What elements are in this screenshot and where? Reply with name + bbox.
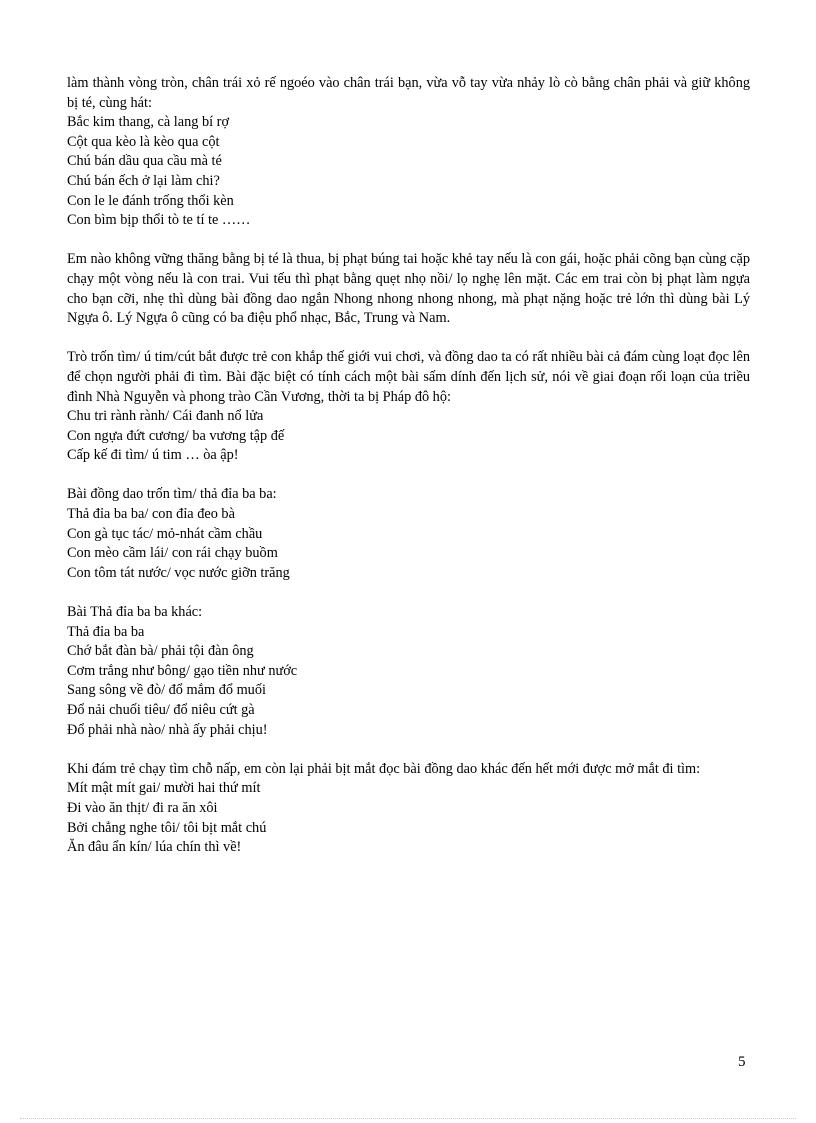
- verse-line: Thả đỉa ba ba: [67, 623, 145, 640]
- verse-line: Cơm trắng như bông/ gạo tiền như nước: [67, 662, 298, 679]
- verse-line: Chú bán dầu qua cầu mà té: [67, 153, 222, 170]
- page-bottom-rule: [20, 1118, 796, 1119]
- paragraph-gap: [67, 329, 750, 349]
- block-tha-dia-ba-ba-khac: [67, 603, 750, 740]
- verse-line: Bởi chẳng nghe tôi/ tôi bịt mắt chú: [67, 819, 267, 836]
- paragraph-gap: [67, 231, 750, 251]
- verse-line: Con tôm tát nước/ vọc nước giỡn trăng: [67, 564, 290, 581]
- block-tha-dia-ba-ba: [67, 485, 750, 583]
- verse-line: Đổ nải chuối tiêu/ đổ niêu cứt gà: [67, 702, 255, 718]
- verse-line: Con mèo cầm lái/ con rái chạy buồm: [67, 545, 278, 562]
- paragraph: Khi đám trẻ chạy tìm chỗ nấp, em còn lại phải bịt mắt đọc bài đồng dao khác đến hết mới được mở mắt đi tìm:: [67, 760, 701, 777]
- paragraph: làm thành vòng tròn, chân trái xỏ rế ngoéo vào chân trái bạn, vừa vỗ tay vừa nhảy lò cò bằng chân phải và giữ không bị té, cùng hát:: [67, 75, 750, 111]
- verse-line: Bài đồng dao trốn tìm/ thả đỉa ba ba:: [67, 486, 277, 503]
- paragraph: Trò trốn tìm/ ú tim/cút bắt được trẻ con khắp thế giới vui chơi, và đồng dao ta có rất nhiều bài cả đám cùng loạt đọc lên để chọn người phải đi tìm. Bài đặc biệt có tính cách một bài sấm dính đến lịch sử, nói về giai đoạn rối loạn của triều đình Nhà Nguyễn và phong trào Cần Vương, thời ta bị Pháp đô hộ:: [67, 349, 750, 405]
- verse-line: Con le le đánh trống thổi kèn: [67, 192, 234, 209]
- paragraph: Em nào không vững thăng bằng bị té là thua, bị phạt búng tai hoặc khẻ tay nếu là con gái, hoặc phải cõng bạn cùng cặp chạy một vòng nếu là con trai. Vui tếu thì phạt bằng quẹt nhọ nồi/ lọ nghẹ lên mặt. Các em trai còn bị phạt làm ngựa cho bạn cỡi, nhẹ thì dùng bài đồng dao ngắn Nhong nhong nhong nhong, mà phạt nặng hoặc trẻ lớn thì dùng bài Lý Ngựa ô. Lý Ngựa ô cũng có ba điệu phổ nhạc, Bắc, Trung và Nam.: [67, 251, 750, 327]
- block-mit-mat: [67, 760, 750, 858]
- verse-line: Ăn đâu ẩn kín/ lúa chín thì về!: [67, 839, 242, 856]
- page-body: [67, 74, 750, 858]
- paragraph-gap: [67, 740, 750, 760]
- verse-line: Chu tri rành rành/ Cái đanh nổ lửa: [67, 408, 264, 425]
- verse-line: Đổ phải nhà nào/ nhà ấy phải chịu!: [67, 721, 268, 738]
- verse-line: Con ngựa đứt cương/ ba vương tập đế: [67, 427, 285, 444]
- block-penalty: [67, 250, 750, 328]
- verse-line: Sang sông về đò/ đổ mắm đổ muối: [67, 682, 266, 699]
- verse-line: Bài Thả đỉa ba ba khác:: [67, 604, 203, 621]
- verse-line: Mít mật mít gai/ mười hai thứ mít: [67, 780, 261, 797]
- page-number: 5: [738, 1054, 746, 1070]
- verse-line: Con bìm bịp thổi tò te tí te ……: [67, 212, 251, 229]
- verse-line: Cấp kế đi tìm/ ú tim … òa ập!: [67, 447, 239, 464]
- block-tron-tim: [67, 348, 750, 466]
- verse-line: Con gà tục tác/ mỏ-nhát cầm chầu: [67, 525, 263, 542]
- paragraph-gap: [67, 583, 750, 603]
- verse-line: Chú bán ếch ở lại làm chi?: [67, 172, 220, 189]
- block-bac-kim-thang: [67, 74, 750, 231]
- paragraph-gap: [67, 466, 750, 486]
- verse-line: Cột qua kèo là kèo qua cột: [67, 133, 220, 150]
- verse-line: Bắc kim thang, cà lang bí rợ: [67, 114, 229, 131]
- verse-line: Chớ bắt đàn bà/ phải tội đàn ông: [67, 643, 254, 660]
- verse-line: Đi vào ăn thịt/ đi ra ăn xôi: [67, 799, 218, 816]
- verse-line: Thả đỉa ba ba/ con đỉa đeo bà: [67, 506, 235, 523]
